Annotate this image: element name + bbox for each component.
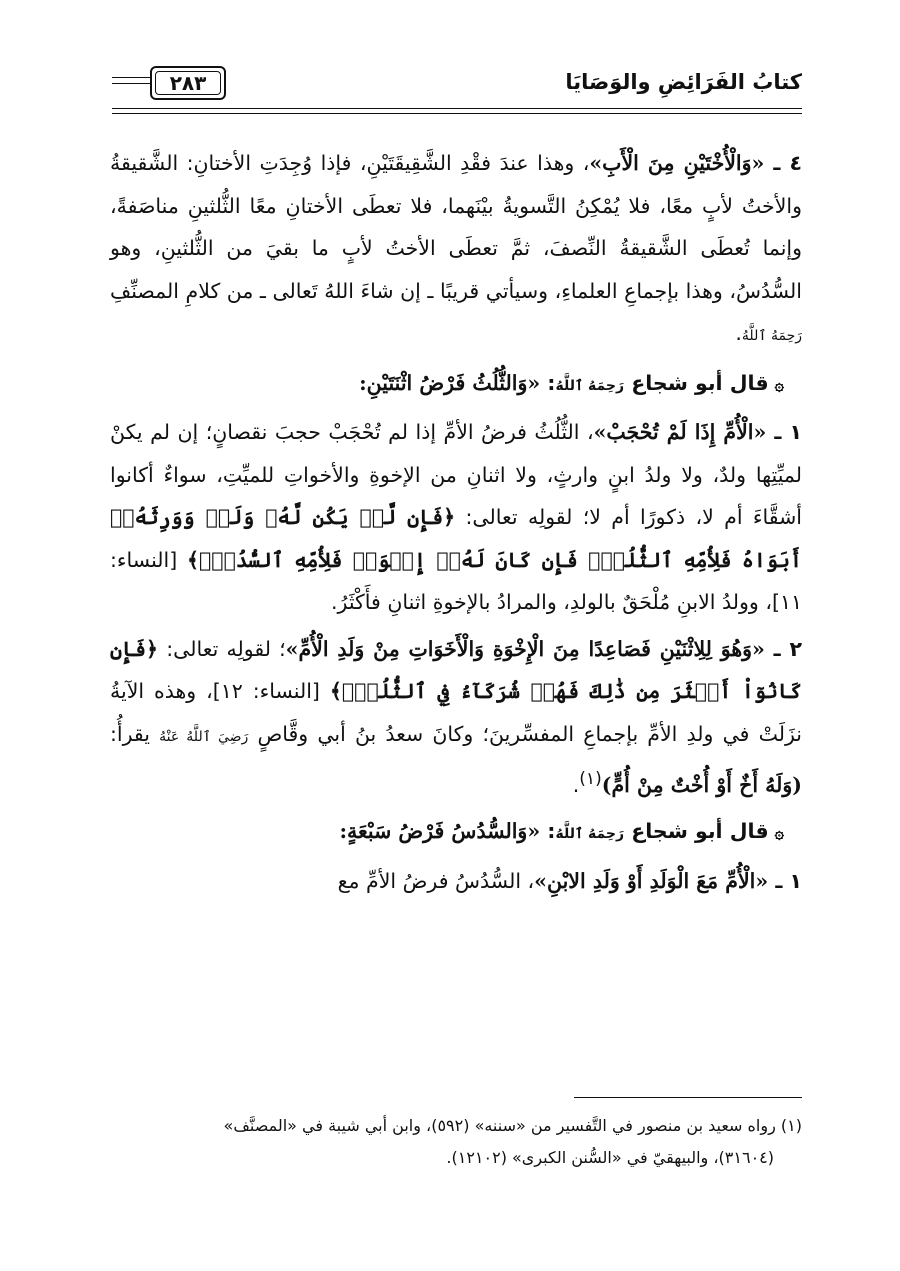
header-rule (112, 113, 802, 114)
commentary-text: ، الثُّلُثُ فرضُ الأمِّ إذا لم تُحْجَبْ حجبَ نقصانٍ؛ إن لم يكنْ لميِّتِها ولدٌ، ولا ولدُ ابنٍ وارثٍ، ولا اثنانِ من الإخوةِ والأخواتِ للميِّتِ، سواءٌ أكانوا أشقَّاءَ أم لا، ذكورًا أم لا؛ لقولِه تعالى: (110, 420, 802, 529)
verse-reference: [النساء: ١٢] (212, 679, 330, 703)
header-rule (112, 108, 802, 109)
footnote-separator (574, 1097, 802, 1098)
page-number: ٢٨٣ (150, 66, 226, 100)
commentary-text: ، وهذا عندَ فقْدِ الشَّقِيقَتَيْنِ، فإذا وُجِدَتِ الأختانِ: الشَّقيقةُ والأختُ لأبٍ معًا، فلا يُمْكِنُ التَّسويةُ بيْنَهما، فلا تعطَى الأختانِ معًا الثُّلثينِ مناصَفةً، وإنما تُعطَى الشَّقيقةُ النِّصفَ، ثمَّ تعطَى الأختُ لأبٍ ما بقيَ من الثُّلثينِ، وهو السُّدُسُ، وهذا بإجماعِ العلماءِ، وسيأتي قريبًا ـ إن شاءَ اللهُ تَعالى ـ من كلامِ المصنِّفِ (110, 151, 802, 303)
header-rule (112, 77, 150, 78)
main-text (110, 142, 802, 902)
matn-quote: «الْأُمِّ إِذَا لَمْ تُحْجَبْ» (593, 420, 767, 444)
item-number: ٤ ـ (764, 151, 803, 175)
footnote-line: (٣١٦٠٤)، والبيهقيّ في «السُّنن الكبرى» (١٢١٠٢). (446, 1148, 774, 1167)
quran-verse: ﴿فَإِن لَّمۡ يَكُن لَّهُۥ وَلَدٞ وَوَرِثَهُۥٓ أَبَوَاهُ فَلِأُمِّهِ ٱلثُّلُثُۚ فَإِن كَانَ لَهُۥٓ إِخۡوَةٞ فَلِأُمِّهِ ٱلسُّدُسُۚ﴾ (110, 505, 802, 572)
paragraph-sisters (110, 142, 802, 358)
running-title: كتابُ الفَرَائِضِ والوَصَايَا (565, 70, 802, 94)
sentence-end: . (572, 772, 580, 797)
paragraph-mother-sixth (110, 860, 802, 903)
footnote-marker[interactable]: (١) (579, 769, 602, 789)
commentary-text: ، السُّدُسُ فرضُ الأمِّ مع (337, 868, 535, 893)
commentary-text: ؛ لقولِه تعالى: (158, 636, 286, 661)
matn-quote: «وَهُوَ لِلِاثْنَيْنِ فَصَاعِدًا مِنَ الْإِخْوَةِ وَالْأَخَوَاتِ مِنْ وَلَدِ الْأُمِّ» (285, 636, 765, 661)
qiraah-reading: (وَلَهُ أَخٌ أَوْ أُخْتٌ مِنْ أُمٍّ) (601, 772, 802, 797)
item-number: ١ ـ (766, 420, 802, 444)
matn-quote: «وَالسُّدُسُ فَرْضُ سَبْعَةٍ: (339, 819, 541, 844)
verse-reference: [النساء: ١١] (110, 547, 802, 614)
footnotes (110, 1110, 802, 1174)
page-header (112, 62, 802, 120)
commentary-text: ، وولدُ الابنِ مُلْحَقٌ بالولدِ، والمرادُ بالإخوةِ اثنانِ فأَكْثَرُ. (331, 590, 772, 614)
section-heading-sixth: ۞قال أبو شجاع رَحِمَهُ ٱللَّهُ: «وَالسُّدُسُ فَرْضُ سَبْعَةٍ: (339, 819, 784, 844)
footnote-line: (١) رواه سعيد بن منصور في التَّفسير من «سننه» (٥٩٢)، وابن أبي شيبة في «المصنَّف» (223, 1116, 802, 1135)
commentary-text: يقرأُ: (110, 721, 160, 746)
commentary-text: ، وهذه الآيةُ نزَلَتْ في ولدِ الأمِّ بإجماعِ المفسِّرينَ؛ وكانَ سعدُ بنُ أبي وقَّاصٍ (110, 679, 802, 746)
matn-quote: «وَالْأُخْتَيْنِ مِنَ الْأَبِ» (589, 151, 765, 175)
item-number: ٢ ـ (764, 636, 803, 661)
honorific: رَضِيَ ٱللَّهُ عَنْهُ (159, 728, 249, 745)
item-number: ١ ـ (768, 868, 802, 893)
header-rule (112, 83, 150, 84)
paragraph-maternal-siblings (110, 628, 802, 807)
honorific: رَحِمَهُ ٱللَّهُ (555, 377, 625, 394)
lotus-ornament-icon: ۞ (774, 823, 784, 843)
quran-verse: ﴿فَإِن كَانُوٓاْ أَكۡثَرَ مِن ذَٰلِكَ فَهُمۡ شُرَكَآءُ فِي ٱلثُّلُثِۚ﴾ (110, 636, 802, 703)
section-heading-third: ۞قال أبو شجاع رَحِمَهُ ٱللَّهُ: «وَالثُّلُثُ فَرْضُ اثْنَتَيْنِ: (359, 370, 784, 395)
sentence-end: . (735, 321, 742, 345)
lotus-ornament-icon: ۞ (774, 374, 784, 394)
honorific: رَحِمَهُ ٱللَّهُ (741, 328, 802, 344)
honorific: رَحِمَهُ ٱللَّهُ (555, 826, 625, 843)
matn-quote: «الْأُمِّ مَعَ الْوَلَدِ أَوْ وَلَدِ الابْنِ» (534, 868, 769, 893)
paragraph-mother-third (110, 411, 802, 624)
heading-speaker: قال أبو شجاع (631, 819, 769, 844)
heading-speaker: قال أبو شجاع (631, 370, 769, 395)
matn-quote: «وَالثُّلُثُ فَرْضُ اثْنَتَيْنِ: (359, 370, 541, 395)
